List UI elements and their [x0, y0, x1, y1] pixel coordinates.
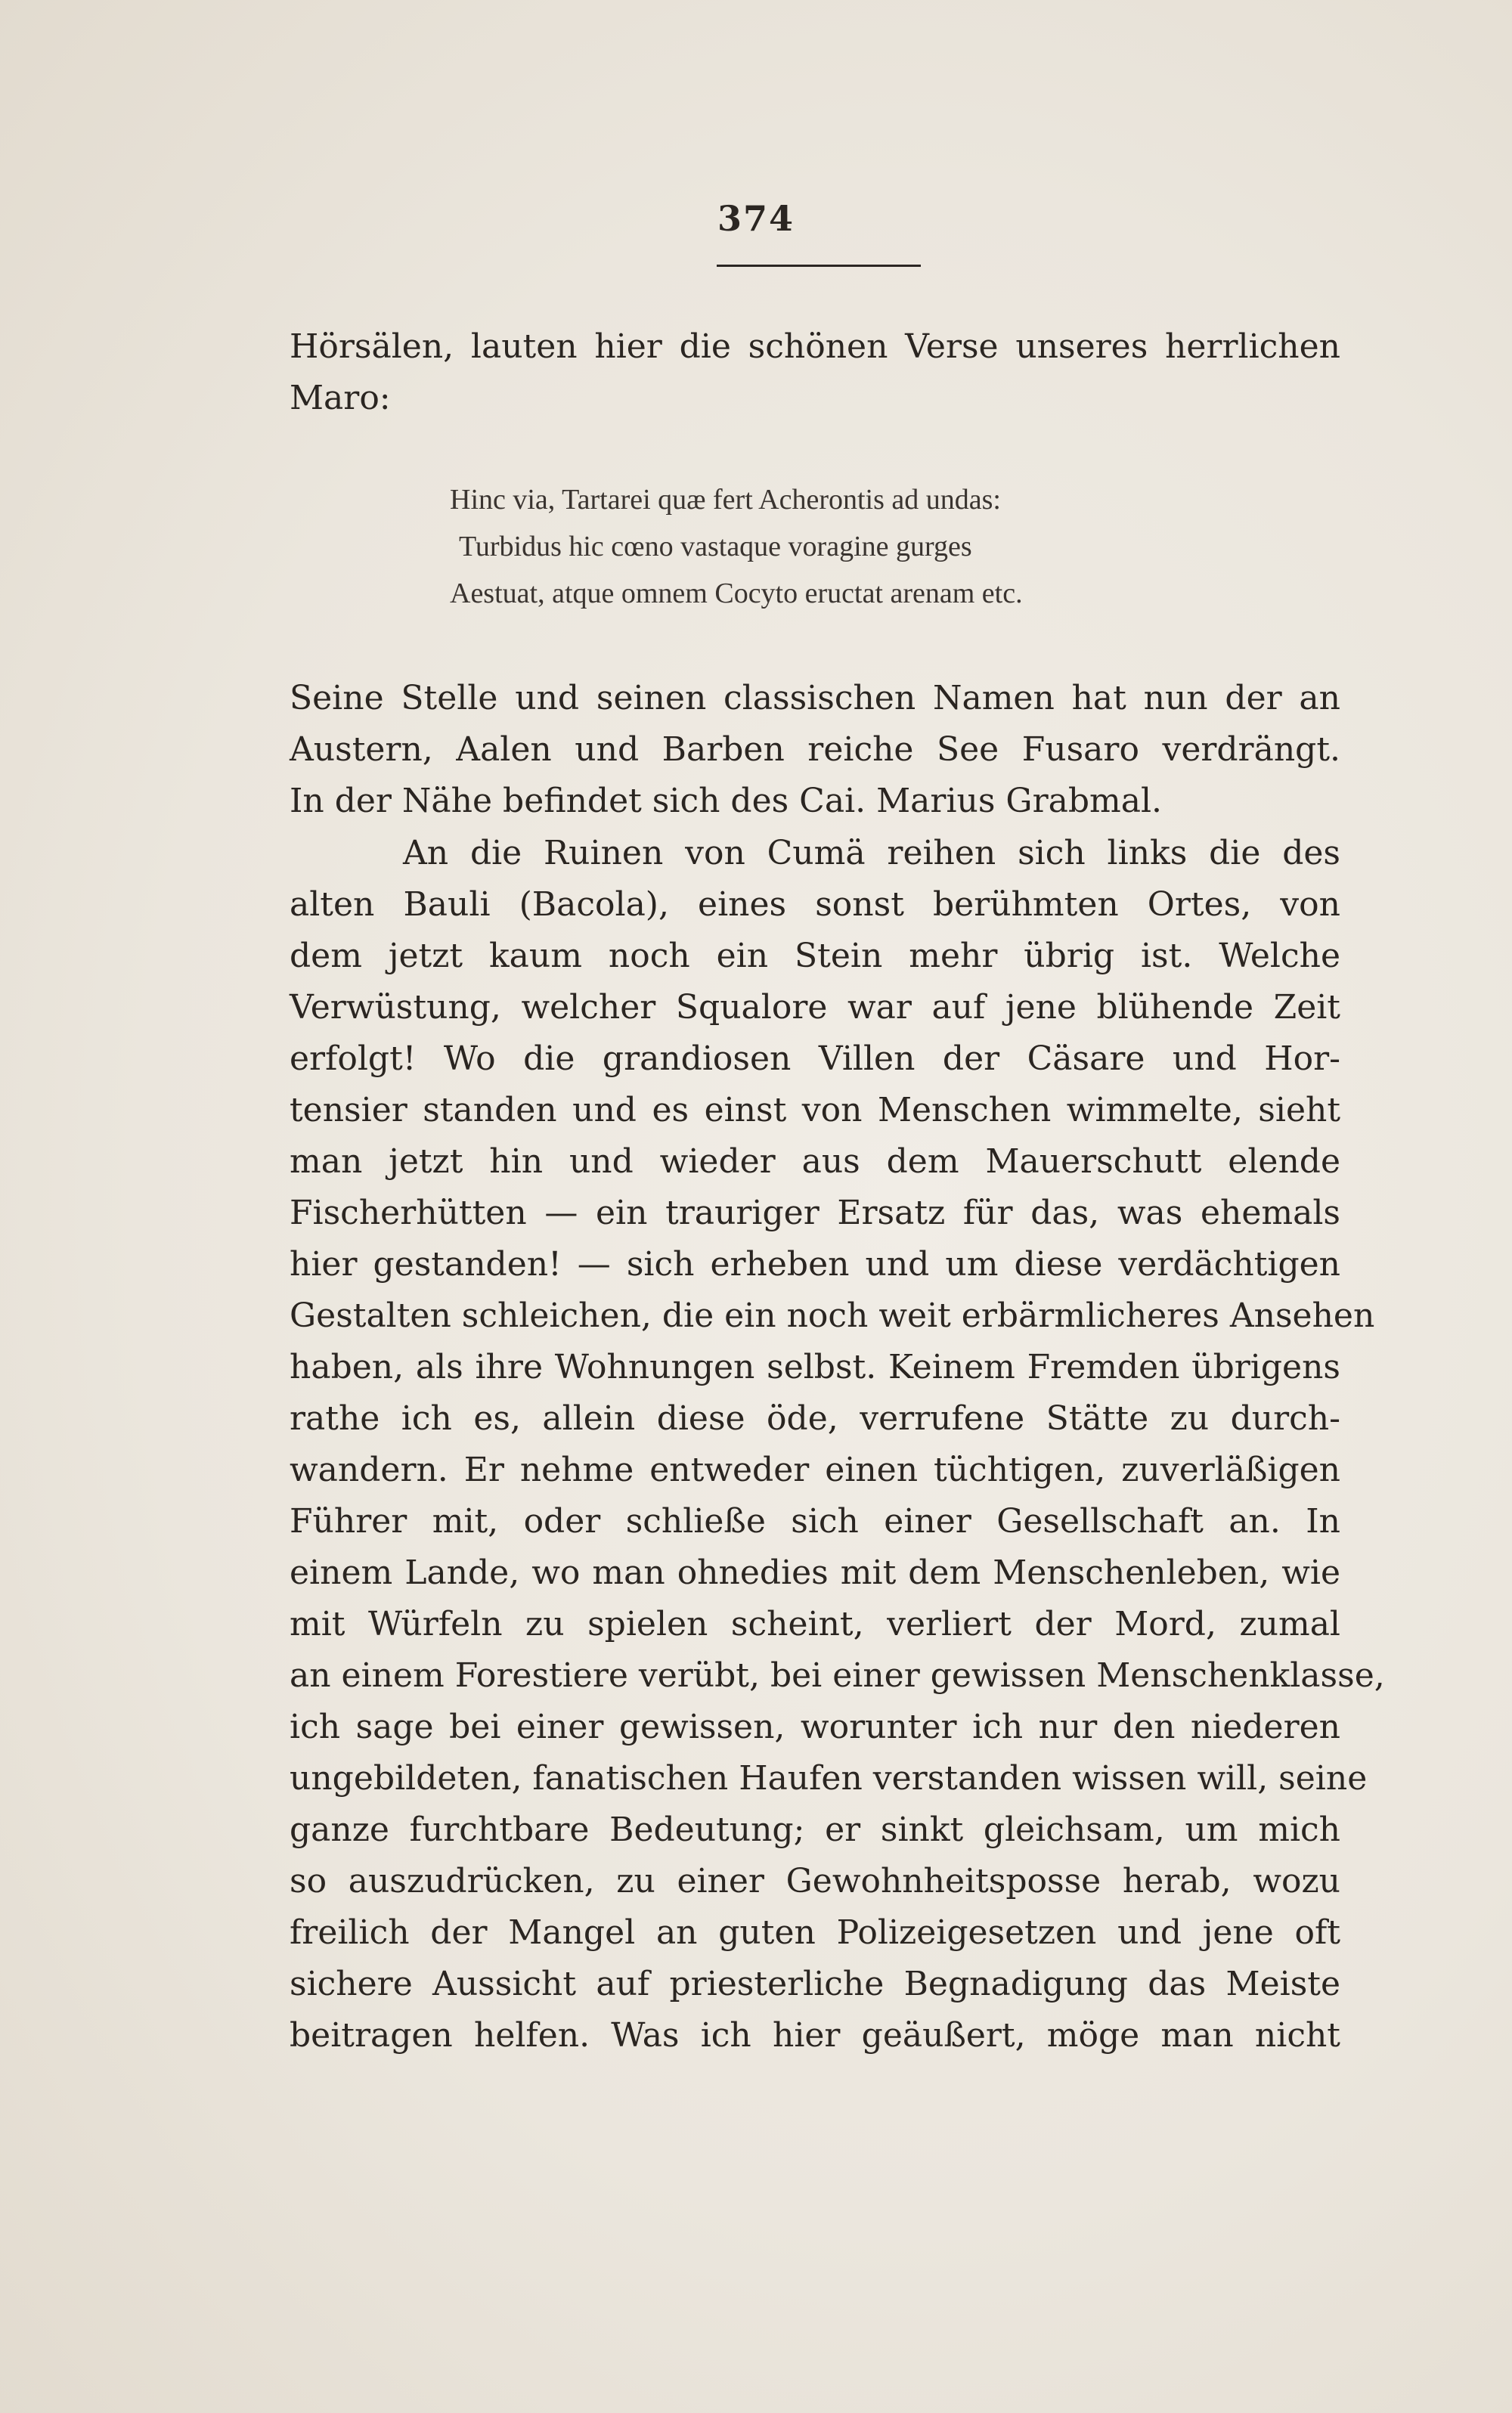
- paragraph: [290, 673, 1340, 827]
- text-line: sichere Aussicht auf priesterliche Begnadigung das Meiste: [290, 1965, 1340, 2003]
- text-line: Fischerhütten — ein trauriger Ersatz für das, was ehemals: [290, 1194, 1340, 1232]
- text-line: Verwüstung, welcher Squalore war auf jene blühende Zeit: [290, 988, 1340, 1027]
- text-line: ganze furchtbare Bedeutung; er sinkt gleichsam, um mich: [290, 1811, 1340, 1849]
- verse-line: Hinc via, Tartarei quæ fert Acherontis ad undas:: [450, 484, 1001, 516]
- intro-paragraph: [290, 321, 1340, 424]
- text-line: ungebildeten, fanatischen Haufen verstanden wissen will, seine: [290, 1759, 1368, 1798]
- text-line: In der Nähe befindet sich des Cai. Marius Grabmal.: [290, 782, 1163, 820]
- text-line: ich sage bei einer gewissen, worunter ich nur den niederen: [290, 1708, 1340, 1746]
- text-line: mit Würfeln zu spielen scheint, verliert der Mord, zumal: [290, 1605, 1340, 1643]
- paragraph-bauli: [290, 828, 1385, 2061]
- text-line: wandern. Er nehme entweder einen tüchtigen, zuverläßigen: [290, 1451, 1340, 1489]
- text-line: hier gestanden! — sich erheben und um diese verdächtigen: [290, 1245, 1340, 1284]
- text-line: Hörsälen, lauten hier die schönen Verse unseres herrlichen: [290, 327, 1340, 366]
- text-line: rathe ich es, allein diese öde, verrufene Stätte zu durch-: [290, 1399, 1340, 1438]
- text-line: Gestalten schleichen, die ein noch weit erbärmlicheres Ansehen: [290, 1296, 1375, 1335]
- text-line: Führer mit, oder schließe sich einer Gesellschaft an. In: [290, 1502, 1340, 1541]
- text-line: beitragen helfen. Was ich hier geäußert, möge man nicht: [290, 2016, 1340, 2055]
- text-line: dem jetzt kaum noch ein Stein mehr übrig ist. Welche: [290, 937, 1340, 975]
- page-number: 374: [717, 198, 795, 239]
- text-line: man jetzt hin und wieder aus dem Mauerschutt elende: [290, 1142, 1340, 1181]
- verse-line: Aestuat, atque omnem Cocyto eructat arenam etc.: [450, 578, 1023, 609]
- text-line: Austern, Aalen und Barben reiche See Fusaro verdrängt.: [290, 730, 1340, 769]
- text-line: alten Bauli (Bacola), eines sonst berühmten Ortes, von: [290, 885, 1340, 924]
- text-line: Maro:: [290, 379, 391, 417]
- text-line: Seine Stelle und seinen classischen Namen hat nun der an: [290, 679, 1340, 717]
- intro-text: [290, 321, 1340, 424]
- page-number-rule: [717, 265, 921, 267]
- paragraph: [290, 828, 1385, 2061]
- text-line: einem Lande, wo man ohnedies mit dem Menschenleben, wie: [290, 1553, 1340, 1592]
- text-line: tensier standen und es einst von Menschen wimmelte, sieht: [290, 1091, 1340, 1129]
- text-line: freilich der Mangel an guten Polizeigesetzen und jene oft: [290, 1913, 1340, 1952]
- text-line: haben, als ihre Wohnungen selbst. Keinem Fremden übrigens: [290, 1348, 1340, 1386]
- verse-line: Turbidus hic cœno vastaque voragine gurges: [459, 531, 972, 562]
- latin-quote: [450, 476, 1297, 617]
- text-line: An die Ruinen von Cumä reihen sich links die des: [403, 834, 1340, 872]
- text-line: so auszudrücken, zu einer Gewohnheitsposse herab, wozu: [290, 1862, 1340, 1900]
- paragraph-fusaro: [290, 673, 1340, 827]
- text-line: erfolgt! Wo die grandiosen Villen der Cäsare und Hor-: [290, 1039, 1340, 1078]
- text-line: an einem Forestiere verübt, bei einer gewissen Menschenklasse,: [290, 1656, 1385, 1695]
